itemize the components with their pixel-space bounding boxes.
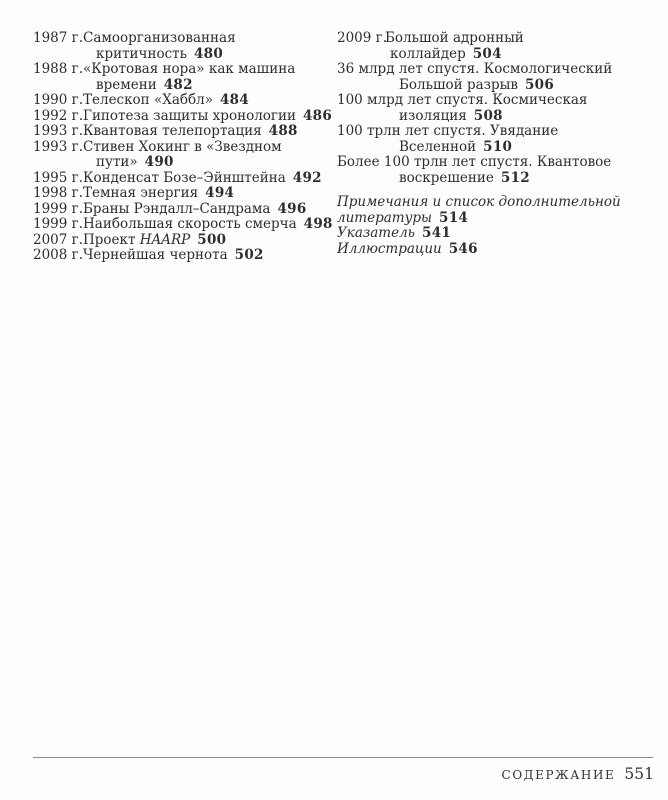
entry-title-text: «Кротовая нора» как машина (83, 61, 296, 77)
entry-title-text: критичность (96, 45, 187, 62)
entry-title-text: Браны Рэндалл–Сандрама (83, 200, 271, 217)
entry-title-text: времени (96, 76, 157, 93)
toc-line (337, 109, 665, 125)
toc-line (33, 233, 333, 249)
entry-year-label: 1987 г. (33, 30, 84, 46)
entry-title-text: Чернейшая чернота (83, 247, 228, 263)
entry-page-number: 541 (422, 225, 452, 241)
entry-title-text: Стивен Хокинг в «Звездном (83, 138, 282, 155)
toc-line (337, 140, 665, 156)
entry-page-number: 492 (292, 169, 322, 186)
entry-year-label: 1992 г. (33, 107, 84, 124)
entry-year-label: 1998 г. (33, 185, 84, 201)
entry-page-number: 484 (219, 92, 250, 108)
toc-entry (33, 202, 333, 218)
toc-line (33, 171, 333, 187)
entry-page-number: 504 (472, 45, 502, 62)
entry-title-text: Большой разрыв (399, 76, 518, 93)
entry-page-number: 506 (524, 76, 555, 93)
entry-title-text: коллайдер (390, 45, 466, 62)
toc-line (337, 93, 665, 109)
entry-year-label: 1993 г. (33, 123, 84, 139)
toc-entry (33, 124, 333, 140)
toc-line (33, 248, 333, 264)
running-footer (502, 764, 654, 783)
entry-title-text: Указатель (337, 225, 416, 241)
toc-entry (337, 155, 665, 186)
toc-line (33, 186, 333, 202)
toc-line (33, 78, 333, 94)
toc-entry (337, 93, 665, 124)
toc-entry (33, 93, 333, 109)
entry-page-number: 514 (439, 209, 469, 226)
toc-line (337, 242, 665, 258)
entry-year-label: 1995 г. (33, 169, 84, 186)
entry-year-label: 1999 г. (33, 216, 84, 232)
toc-entry (337, 195, 665, 226)
toc-line (33, 62, 333, 78)
entry-title-text: воскрешение (399, 169, 494, 186)
entry-year-label: 1993 г. (33, 138, 84, 155)
toc-entry (337, 226, 665, 242)
entry-page-number: 500 (197, 231, 227, 248)
entry-page-number: 480 (193, 45, 224, 62)
toc-line (337, 47, 665, 63)
entry-page-number: 546 (448, 240, 478, 257)
toc-line (337, 211, 665, 227)
toc-entry (33, 171, 333, 187)
toc-left-column (33, 31, 333, 264)
toc-line (33, 93, 333, 109)
entry-title-text: Квантовая телепортация (83, 123, 262, 139)
toc-right-column (337, 31, 665, 257)
toc-entry (337, 242, 665, 258)
toc-line (33, 155, 333, 171)
entry-title-text: Вселенной (399, 138, 477, 155)
toc-line (337, 31, 665, 47)
toc-line (33, 124, 333, 140)
entry-title-text: 100 трлн лет спустя. Увядание (337, 123, 559, 139)
entry-year-label: 1988 г. (33, 61, 84, 77)
toc-entry (33, 233, 333, 249)
footer-section-label: СОДЕРЖАНИЕ (501, 768, 616, 782)
entry-page-number: 502 (234, 247, 264, 263)
toc-entry (33, 186, 333, 202)
toc-line (337, 124, 665, 140)
entry-page-number: 498 (303, 216, 333, 232)
entry-title-text: Наибольшая скорость смерча (83, 216, 297, 232)
entry-title-text: Телескоп «Хаббл» (83, 92, 213, 108)
entry-year-label: 2007 г. (33, 231, 84, 248)
entry-year-label: 2008 г. (33, 247, 84, 263)
toc-entry (33, 140, 333, 171)
entry-title-text: Конденсат Бозе–Эйнштейна (83, 169, 286, 186)
footer-page-number: 551 (624, 765, 654, 783)
entry-page-number: 488 (268, 123, 298, 139)
entry-year-label: 2009 г. (337, 30, 388, 46)
toc-entry (33, 31, 333, 62)
toc-line (337, 155, 665, 171)
entry-title-text: пути» (96, 154, 138, 170)
entry-title-text: Иллюстрации (337, 240, 442, 257)
toc-line (33, 31, 333, 47)
entry-title-text: 36 млрд лет спустя. Космологический (337, 61, 613, 77)
toc-entry (337, 124, 665, 155)
entry-year-label: 1990 г. (33, 92, 84, 108)
toc-line (33, 140, 333, 156)
toc-entry (33, 217, 333, 233)
entry-page-number: 508 (473, 107, 503, 124)
entry-page-number: 494 (205, 185, 235, 201)
entry-title-text: 100 млрд лет спустя. Космическая (337, 92, 588, 108)
toc-line (33, 202, 333, 218)
entry-page-number: 490 (144, 154, 174, 170)
entry-page-number: 510 (483, 138, 513, 155)
toc-line (33, 217, 333, 233)
toc-line (337, 226, 665, 242)
toc-entry (337, 62, 665, 93)
entry-year-label: 1999 г. (33, 200, 84, 217)
entry-title-text: Самоорганизованная (83, 30, 236, 46)
entry-page-number: 486 (302, 107, 333, 124)
toc-entry (33, 62, 333, 93)
entry-page-number: 512 (500, 169, 530, 186)
entry-title-text: изоляция (399, 107, 467, 124)
entry-title-text: Темная энергия (83, 185, 199, 201)
toc-entry (33, 109, 333, 125)
toc-line (337, 171, 665, 187)
toc-line (33, 47, 333, 63)
entry-page-number: 496 (277, 200, 307, 217)
entry-title-text: Проект HAARP (83, 231, 191, 248)
toc-entry (337, 31, 665, 62)
entry-title-text: литературы (337, 209, 433, 226)
entry-title-text: Гипотеза защиты хронологии (83, 107, 296, 124)
entry-title-text: Большой адронный (385, 30, 524, 46)
toc-line (337, 195, 665, 211)
toc-line (337, 78, 665, 94)
toc-entry (33, 248, 333, 264)
footer-rule (33, 757, 653, 758)
entry-title-text: Более 100 трлн лет спустя. Квантовое (337, 154, 612, 170)
entry-page-number: 482 (163, 76, 193, 93)
toc-line (33, 109, 333, 125)
entry-title-text: Примечания и список дополнительной (337, 194, 621, 210)
toc-line (337, 62, 665, 78)
